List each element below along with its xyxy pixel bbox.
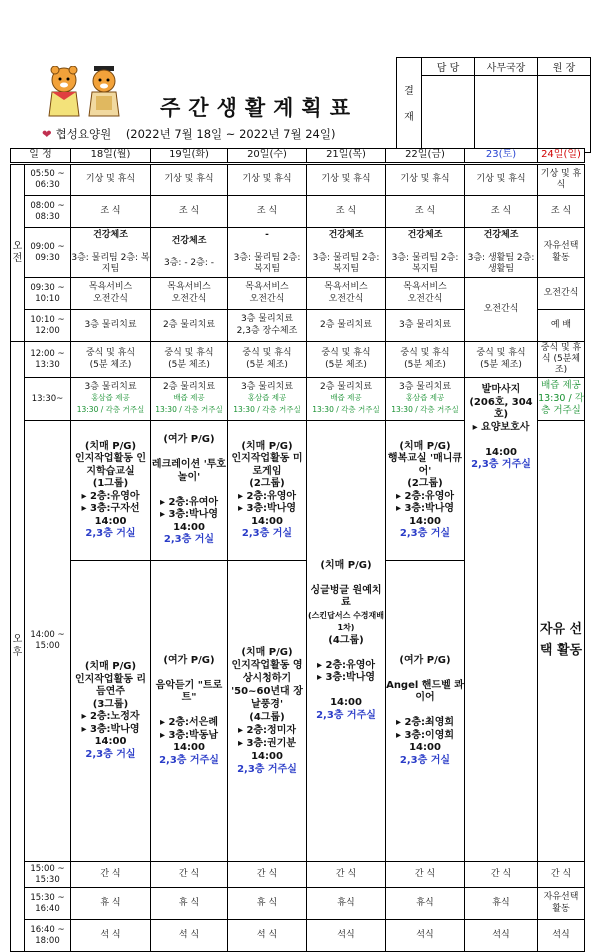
dinner-cell: 석 식: [71, 920, 151, 952]
page-title: 주간생활계획표: [160, 96, 359, 120]
day-tue: 19일(화): [151, 149, 228, 164]
rest-cell: 휴 식: [228, 888, 307, 920]
lunch-cell: 중식 및 휴식 (5분 체조): [228, 342, 307, 378]
sun-pm-cell: 자유 선택 활동: [538, 421, 585, 862]
time-cell: 09:30 ~ 10:10: [25, 278, 71, 310]
time-cell: 12:00 ~ 13:30: [25, 342, 71, 378]
health-cell: 건강체조 3층: 물리팀 2층: 복지팀: [386, 228, 465, 278]
health-cell: 건강체조 3층: 물리팀 2층: 복지팀: [307, 228, 386, 278]
dinner-cell: 석식: [386, 920, 465, 952]
breakfast-cell: 조 식: [465, 196, 538, 228]
tiger-mascot-icon: [46, 66, 82, 118]
dinner-cell: 석식: [307, 920, 386, 952]
lunch-cell: 중식 및 휴식 (5분 체조): [71, 342, 151, 378]
sat-pg-top: 발마사지 (206호, 304호) ▸ 요양보호사 14:00 2,3층 거주실: [465, 378, 538, 862]
sun-free2-cell: 자유선택 활동: [538, 888, 585, 920]
wake-cell: 기상 및 휴식: [307, 164, 386, 196]
wake-cell: 기상 및 휴식: [465, 164, 538, 196]
health-cell: 건강체조 3층: 생활팀 2층: 생활팀: [465, 228, 538, 278]
snack-cell: 간 식: [538, 862, 585, 888]
snack-cell: 간 식: [307, 862, 386, 888]
bath-cell: 목욕서비스 오전간식: [228, 278, 307, 310]
snack-cell: 간 식: [151, 862, 228, 888]
header-label: 일 정: [11, 149, 71, 164]
wake-cell: 기상 및 휴식: [71, 164, 151, 196]
time-cell: 13:30~: [25, 378, 71, 421]
approval-box: [396, 57, 591, 153]
pt-cell: 2층 물리치료: [307, 310, 386, 342]
breakfast-cell: 조 식: [386, 196, 465, 228]
fri-pg-top: (치매 P/G) 행복교실 '매니큐어' (2그룹) ▸ 2층:유영아 ▸ 3층:박나영 14:00 2,3층 거실: [386, 421, 465, 561]
pt-meal-cell: 3층 물리치료 홍삼즙 제공 13:30 / 각층 거주실: [71, 378, 151, 421]
time-cell: 10:10 ~ 12:00: [25, 310, 71, 342]
rest-cell: 휴식: [465, 888, 538, 920]
breakfast-cell: 조 식: [538, 196, 585, 228]
day-sun: 24일(일): [538, 149, 585, 164]
snack-cell: 간 식: [386, 862, 465, 888]
approval-side: 결 재: [397, 58, 422, 153]
org-period-line: [42, 126, 335, 142]
pt-cell: 3층 물리치료: [386, 310, 465, 342]
rest-cell: 휴식: [307, 888, 386, 920]
pt-meal-cell: 2층 물리치료 배즙 제공 13:30 / 각층 거주실: [307, 378, 386, 421]
fri-pg-bottom: (여가 P/G) Angel 핸드벨 콰이어 ▸ 2층:최영희 ▸ 3층:이영희 14:00 2,3층 거실: [386, 561, 465, 862]
org-name: 협성요양원: [55, 127, 112, 141]
time-cell: 14:00 ~ 15:00: [25, 421, 71, 862]
approval-head-1: 담 당: [422, 58, 475, 76]
day-wed: 20일(수): [228, 149, 307, 164]
rest-cell: 휴 식: [71, 888, 151, 920]
time-cell: 15:30 ~ 16:40: [25, 888, 71, 920]
period: (2022년 7월 18일 ~ 2022년 7월 24일): [125, 127, 336, 141]
day-fri: 22일(금): [386, 149, 465, 164]
snack-cell: 간 식: [228, 862, 307, 888]
time-cell: 08:00 ~ 08:30: [25, 196, 71, 228]
bath-cell: 목욕서비스 오전간식: [386, 278, 465, 310]
bath-cell: 목욕서비스 오전간식: [71, 278, 151, 310]
mon-pg-top: (치매 P/G) 인지작업활동 인지학습교실 (1그룹) ▸ 2층:유영아 ▸ 3층:구자선 14:00 2,3층 거실: [71, 421, 151, 561]
pt-cell: 2층 물리치료: [151, 310, 228, 342]
breakfast-cell: 조 식: [71, 196, 151, 228]
breakfast-cell: 조 식: [307, 196, 386, 228]
pt-meal-cell: 3층 물리치료 홍삼즙 제공 13:30 / 각층 거주실: [386, 378, 465, 421]
sun-worship-cell: 예 배: [538, 310, 585, 342]
bath-cell: 목욕서비스 오전간식: [151, 278, 228, 310]
dinner-cell: 석식: [538, 920, 585, 952]
health-cell: 건강체조 3층: 물리팀 2층: 복지팀: [71, 228, 151, 278]
day-sat: 23(토): [465, 149, 538, 164]
pt-meal-cell: 2층 물리치료 배즙 제공 13:30 / 각층 거주실: [151, 378, 228, 421]
wake-cell: 기상 및 휴식: [386, 164, 465, 196]
day-thu: 21일(목): [307, 149, 386, 164]
thu-pg: (치매 P/G) 싱글벙글 원예치료 (스킨답서스 수경재배 1차) (4그룹) ▸ 2층:유영아 ▸ 3층:박나영 14:00 2,3층 거주실: [307, 421, 386, 862]
bath-cell: 목욕서비스 오전간식: [307, 278, 386, 310]
mon-pg-bottom: (치매 P/G) 인지작업활동 리듬연주 (3그룹) ▸ 2층:노정자 ▸ 3층:박나영 14:00 2,3층 거실: [71, 561, 151, 862]
time-cell: 16:40 ~ 18:00: [25, 920, 71, 952]
tue-pg-bottom: (여가 P/G) 음악듣기 "트로트" ▸ 2층:서은례 ▸ 3층:박동남 14:00 2,3층 거주실: [151, 561, 228, 862]
lunch-cell: 중식 및 휴식 (5분 체조): [386, 342, 465, 378]
sat-amsnack-cell: 오전간식: [465, 278, 538, 342]
health-cell: 건강체조 3층: - 2층: -: [151, 228, 228, 278]
breakfast-cell: 조 식: [228, 196, 307, 228]
tiger-mascot-icon: [86, 66, 122, 118]
time-cell: 15:00 ~ 15:30: [25, 862, 71, 888]
breakfast-cell: 조 식: [151, 196, 228, 228]
sun-lunch-cell: 중식 및 휴식 (5분체조): [538, 342, 585, 378]
time-cell: 09:00 ~ 09:30: [25, 228, 71, 278]
dinner-cell: 석식: [465, 920, 538, 952]
pt-meal-cell: 3층 물리치료 홍삼즙 제공 13:30 / 각층 거주실: [228, 378, 307, 421]
rest-cell: 휴 식: [151, 888, 228, 920]
heart-logo-icon: ❤: [42, 127, 52, 141]
approval-sign-3: [538, 76, 591, 153]
lunch-cell: 중식 및 휴식 (5분 체조): [307, 342, 386, 378]
rest-cell: 휴식: [386, 888, 465, 920]
tue-pg-top: (여가 P/G) 레크레이션 '투호놀이' ▸ 2층:유여아 ▸ 3층:박나영 14:00 2,3층 거실: [151, 421, 228, 561]
schedule-table: [10, 148, 585, 952]
approval-sign-1: [422, 76, 475, 153]
pt-cell: 3층 물리치료 2,3층 장수체조: [228, 310, 307, 342]
approval-head-3: 원 장: [538, 58, 591, 76]
side-am: 오전: [11, 164, 25, 342]
snack-cell: 간 식: [71, 862, 151, 888]
wake-cell-sun: 기상 및 휴식: [538, 164, 585, 196]
dinner-cell: 석 식: [228, 920, 307, 952]
lunch-cell: 중식 및 휴식 (5분 체조): [151, 342, 228, 378]
approval-sign-2: [475, 76, 538, 153]
time-cell: 05:50 ~ 06:30: [25, 164, 71, 196]
sun-meal-cell: 배즙 제공 13:30 / 각층 거주실: [538, 378, 585, 421]
wed-pg-top: (치매 P/G) 인지작업활동 미로게임 (2그룹) ▸ 2층:유영아 ▸ 3층:박나영 14:00 2,3층 거실: [228, 421, 307, 561]
wake-cell: 기상 및 휴식: [151, 164, 228, 196]
snack-cell: 간 식: [465, 862, 538, 888]
day-mon: 18일(월): [71, 149, 151, 164]
sun-snack-cell: 오전간식: [538, 278, 585, 310]
side-pm: 오후: [11, 342, 25, 952]
sun-free-cell: 자유선택 활동: [538, 228, 585, 278]
health-cell: - 3층: 물리팀 2층: 복지팀: [228, 228, 307, 278]
wake-cell: 기상 및 휴식: [228, 164, 307, 196]
approval-head-2: 사무국장: [475, 58, 538, 76]
wed-pg-bottom: (치매 P/G) 인지작업활동 영상시청하기 '50~60년대 장날풍경' (4그룹) ▸ 2층:정미자 ▸ 3층:권기분 14:00 2,3층 거주실: [228, 561, 307, 862]
pt-cell: 3층 물리치료: [71, 310, 151, 342]
dinner-cell: 석 식: [151, 920, 228, 952]
lunch-cell: 중식 및 휴식 (5분 체조): [465, 342, 538, 378]
